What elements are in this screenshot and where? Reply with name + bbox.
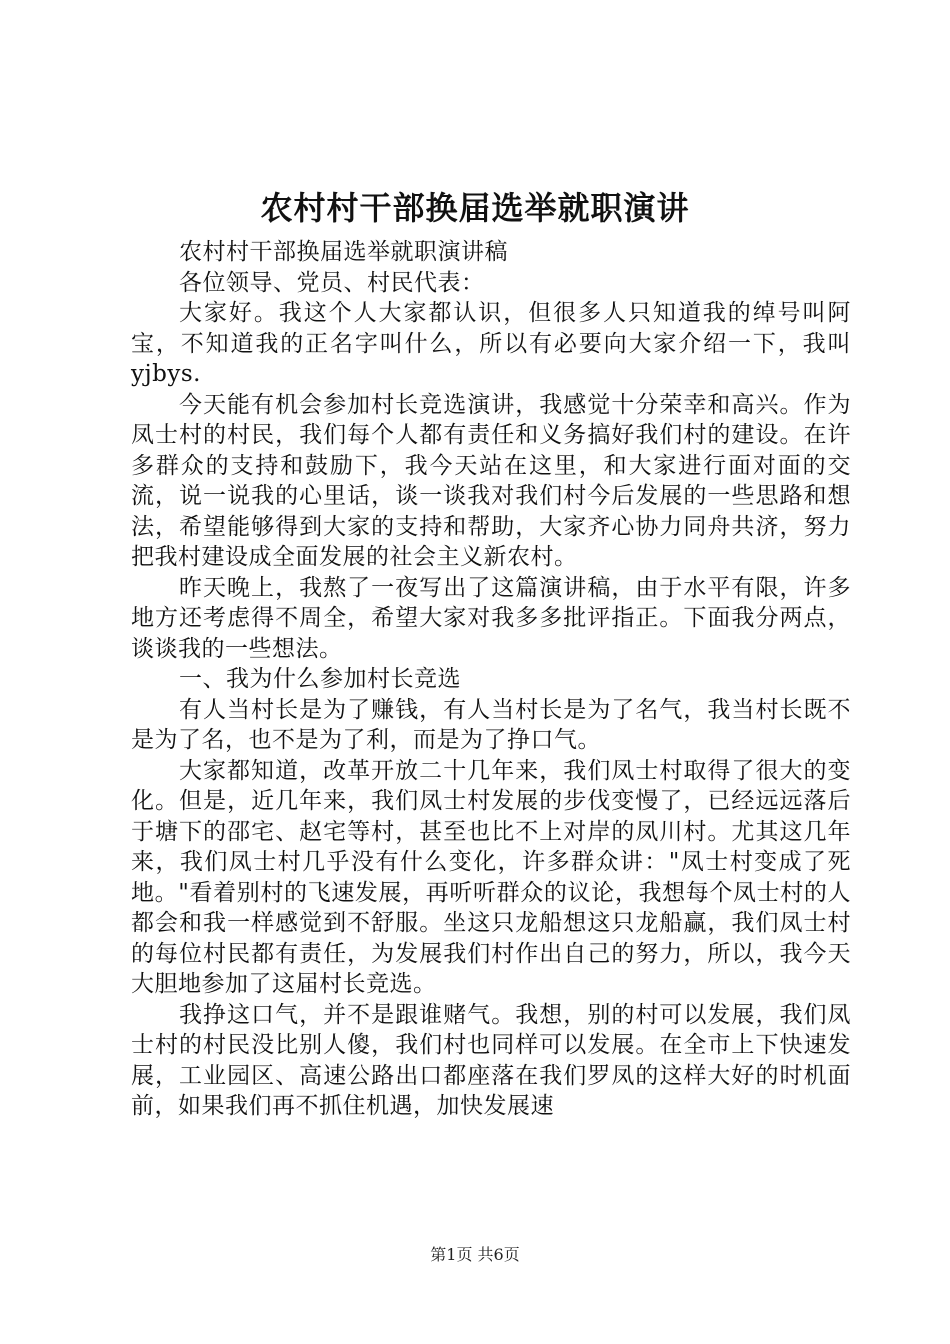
paragraph-motivation: 有人当村长是为了赚钱，有人当村长是为了名气，我当村长既不是为了名，也不是为了利，而是为了挣口气。: [131, 696, 851, 753]
paragraph-opening: 今天能有机会参加村长竞选演讲，我感觉十分荣幸和高兴。作为凤士村的村民，我们每个人都有责任和义务搞好我们村的建设。在许多群众的支持和鼓励下，我今天站在这里，和大家进行面对面的交流，说一说我的心里话，谈一谈我对我们村今后发展的一些思路和想法，希望能够得到大家的支持和帮助，大家齐心协力同舟共济，努力把我村建设成全面发展的社会主义新农村。: [131, 391, 851, 570]
page-number-footer: 第1页 共6页: [430, 1245, 520, 1264]
document-title: 农村村干部换届选举就职演讲: [260, 189, 690, 227]
paragraph-introduction: 大家好。我这个人大家都认识，但很多人只知道我的绰号叫阿宝，不知道我的正名字叫什么，所以有必要向大家介绍一下，我叫yjbys.: [131, 300, 851, 387]
paragraph-resolve: 我挣这口气，并不是跟谁赌气。我想，别的村可以发展，我们凤士村的村民没比别人傻，我们村也同样可以发展。在全市上下快速发展，工业园区、高速公路出口都座落在我们罗凤的这样大好的时机面前，如果我们再不抓住机遇，加快发展速: [131, 1001, 851, 1119]
section-heading: 一、我为什么参加村长竞选: [179, 666, 461, 692]
paragraph-salutation: 各位领导、党员、村民代表：: [179, 269, 485, 296]
paragraph-background: 大家都知道，改革开放二十几年来，我们凤士村取得了很大的变化。但是，近几年来，我们凤士村发展的步伐变慢了，已经远远落后于塘下的邵宅、赵宅等村，甚至也比不上对岸的凤川村。尤其这几年来，我们凤士村几乎没有什么变化，许多群众讲："凤士村变成了死地。"看着别村的飞速发展，再听听群众的议论，我想每个凤士村的人都会和我一样感觉到不舒服。坐这只龙船想这只龙船赢，我们凤士村的每位村民都有责任，为发展我们村作出自己的努力，所以，我今天大胆地参加了这届村长竞选。: [131, 757, 851, 997]
document-body: [131, 237, 851, 1122]
paragraph-preface: 昨天晚上，我熬了一夜写出了这篇演讲稿，由于水平有限，许多地方还考虑得不周全，希望大家对我多多批评指正。下面我分两点，谈谈我的一些想法。: [131, 574, 851, 662]
paragraph-subtitle: 农村村干部换届选举就职演讲稿: [179, 239, 508, 265]
